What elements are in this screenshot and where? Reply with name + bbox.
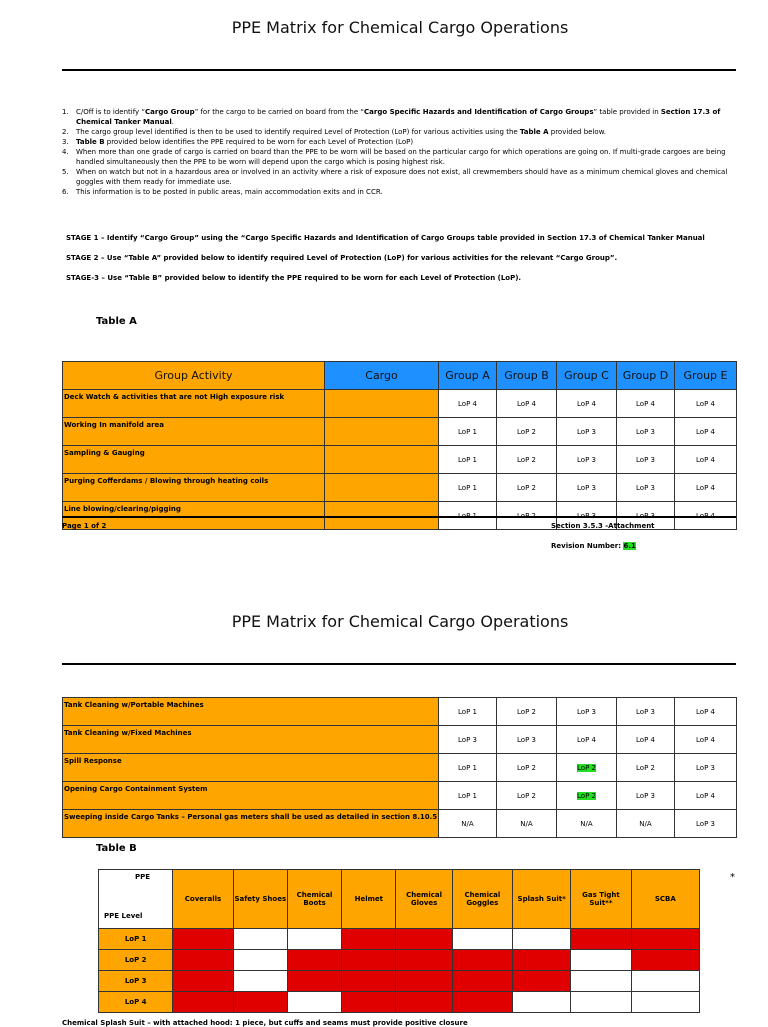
instruction-text: When on watch but not in a hazardous area or involved in an activity where a risk of exposure does not exist, all crewmembers should have as a minimum chemical gloves and chemical goggles with them ready for immediate use. <box>76 168 728 186</box>
activity-cell: Sampling & Gauging <box>63 446 325 474</box>
revision-label: Revision Number: <box>551 542 624 550</box>
instruction-number: 6. <box>62 188 69 196</box>
lop-cell: LoP 4 <box>497 390 557 418</box>
footnote-splash-suit: Chemical Splash Suit – with attached hood: 1 piece, but cuffs and seams must provide positive closure <box>62 1019 468 1027</box>
lop-cell: LoP 3 <box>557 474 617 502</box>
ppe-required-cell <box>233 992 287 1013</box>
lop-cell: LoP 3 <box>617 446 675 474</box>
lop-cell <box>617 782 675 810</box>
ppe-not-required-cell <box>513 929 571 950</box>
lop-value: N/A <box>580 819 593 828</box>
lop-value: LoP 4 <box>696 735 715 744</box>
lop-level-row <box>99 950 700 971</box>
instruction-text: Cargo Group <box>145 108 195 116</box>
lop-value: LoP 3 <box>458 735 477 744</box>
ppe-required-cell <box>396 929 452 950</box>
cargo-cell <box>325 418 439 446</box>
table-b-label: Table B <box>96 843 137 854</box>
lop-cell <box>675 698 737 726</box>
ppe-not-required-cell <box>233 950 287 971</box>
table-a-row <box>63 446 737 474</box>
table-a-row <box>63 418 737 446</box>
lop-cell: LoP 4 <box>675 390 737 418</box>
ppe-required-cell <box>631 929 699 950</box>
ppe-column-header: Coveralls <box>173 870 233 929</box>
instruction-text: Section 17.3 of Chemical Tanker Manual <box>76 108 721 126</box>
lop-cell <box>497 810 557 838</box>
group-c-header: Group C <box>557 362 617 390</box>
instruction-item <box>62 167 746 187</box>
ppe-not-required-cell <box>571 950 631 971</box>
instruction-text: This information is to be posted in public areas, main accommodation exits and in CCR. <box>76 188 383 196</box>
lop-level-cell: LoP 1 <box>99 929 173 950</box>
lop-value: LoP 1 <box>458 707 477 716</box>
instruction-item <box>62 127 746 137</box>
instruction-text: When more than one grade of cargo is carried on board than the PPE to be worn will be based on the particular cargo for which operations are going on. If multi-grade cargoes are being handled simultaneously then the PPE to be worn will depend upon the cargo which is posing highest risk. <box>76 148 726 166</box>
lop-cell: LoP 3 <box>557 418 617 446</box>
lop-value: LoP 1 <box>458 791 477 800</box>
ppe-required-cell <box>396 971 452 992</box>
lop-value: N/A <box>639 819 652 828</box>
instruction-text: provided below. <box>548 128 606 136</box>
table-a-continued <box>62 697 737 838</box>
cargo-cell <box>325 474 439 502</box>
lop-cell <box>439 698 497 726</box>
activity-cell: Line blowing/clearing/pigging <box>63 502 325 530</box>
lop-cell <box>497 726 557 754</box>
cargo-cell <box>325 446 439 474</box>
group-e-header: Group E <box>675 362 737 390</box>
lop-value: LoP 3 <box>517 735 536 744</box>
lop-value: LoP 3 <box>636 791 655 800</box>
ppe-required-cell <box>513 950 571 971</box>
asterisk-mark: * <box>730 872 735 883</box>
ppe-not-required-cell <box>571 971 631 992</box>
lop-cell: LoP 2 <box>497 474 557 502</box>
ppe-column-header: Chemical Goggles <box>452 870 512 929</box>
instruction-number: 5. <box>62 168 69 176</box>
instruction-number: 1. <box>62 108 69 116</box>
instruction-text: Table B <box>76 138 105 146</box>
lop-level-cell: LoP 3 <box>99 971 173 992</box>
lop-cell: LoP 4 <box>675 418 737 446</box>
ppe-column-header: Splash Suit* <box>513 870 571 929</box>
lop-value: LoP 4 <box>696 791 715 800</box>
ppe-required-cell <box>287 950 341 971</box>
ppe-required-cell <box>513 971 571 992</box>
lop-value: LoP 3 <box>636 707 655 716</box>
lop-value: LoP 2 <box>636 763 655 772</box>
lop-cell: LoP 4 <box>557 390 617 418</box>
lop-cell: LoP 1 <box>439 474 497 502</box>
lop-cell <box>439 810 497 838</box>
ppe-column-header: Chemical Gloves <box>396 870 452 929</box>
ppe-required-cell <box>396 992 452 1013</box>
instruction-number: 2. <box>62 128 69 136</box>
group-activity-header: Group Activity <box>63 362 325 390</box>
ppe-required-cell <box>173 950 233 971</box>
table-a-row <box>63 726 737 754</box>
lop-level-row <box>99 971 700 992</box>
ppe-required-cell <box>342 929 396 950</box>
ppe-not-required-cell <box>571 992 631 1013</box>
lop-cell <box>675 726 737 754</box>
activity-cell: Sweeping inside Cargo Tanks – Personal gas meters shall be used as detailed in section 8.10.5 <box>63 810 439 838</box>
page2-title-rule <box>62 663 736 665</box>
lop-value: N/A <box>461 819 474 828</box>
page1-title: PPE Matrix for Chemical Cargo Operations <box>231 18 569 37</box>
lop-cell <box>675 782 737 810</box>
stage-2: STAGE 2 – Use “Table A” provided below to identify required Level of Protection (LoP) for various activities for the relevant “Cargo Group”. <box>66 254 618 262</box>
lop-level-row <box>99 992 700 1013</box>
lop-level-row <box>99 929 700 950</box>
instruction-text: C/Off is to identify “ <box>76 108 146 116</box>
ppe-not-required-cell <box>233 929 287 950</box>
table-b <box>98 869 700 1013</box>
lop-value: LoP 2 <box>517 763 536 772</box>
lop-value: LoP 4 <box>577 735 596 744</box>
ppe-required-cell <box>173 929 233 950</box>
activity-cell: Purging Cofferdams / Blowing through heating coils <box>63 474 325 502</box>
ppe-corner-label: PPE <box>135 873 151 881</box>
instruction-item <box>62 187 746 197</box>
lop-cell: LoP 3 <box>617 418 675 446</box>
ppe-required-cell <box>173 971 233 992</box>
activity-cell: Working In manifold area <box>63 418 325 446</box>
ppe-required-cell <box>571 929 631 950</box>
page1-title-rule <box>62 69 736 71</box>
ppe-column-header: Helmet <box>342 870 396 929</box>
lop-cell: LoP 4 <box>617 390 675 418</box>
table-a <box>62 361 737 530</box>
lop-cell <box>557 810 617 838</box>
ppe-column-header: Safety Shoes <box>233 870 287 929</box>
table-a-header-row <box>63 362 737 390</box>
lop-value: LoP 2 <box>517 791 536 800</box>
lop-cell <box>497 754 557 782</box>
ppe-not-required-cell <box>233 971 287 992</box>
ppe-not-required-cell <box>287 929 341 950</box>
lop-cell <box>617 698 675 726</box>
lop-value: LoP 3 <box>696 819 715 828</box>
ppe-required-cell <box>452 971 512 992</box>
lop-cell <box>675 754 737 782</box>
section-reference: Section 3.5.3 -Attachment <box>551 522 655 530</box>
lop-value: N/A <box>520 819 533 828</box>
group-a-header: Group A <box>439 362 497 390</box>
lop-value: LoP 2 <box>577 763 596 772</box>
lop-value: LoP 4 <box>696 707 715 716</box>
lop-value: LoP 1 <box>458 763 477 772</box>
lop-cell <box>617 726 675 754</box>
lop-cell: LoP 4 <box>675 446 737 474</box>
cargo-cell <box>325 390 439 418</box>
revision-number <box>551 542 636 550</box>
ppe-required-cell <box>396 950 452 971</box>
ppe-not-required-cell <box>452 929 512 950</box>
ppe-required-cell <box>173 992 233 1013</box>
ppe-not-required-cell <box>513 992 571 1013</box>
lop-level-cell: LoP 4 <box>99 992 173 1013</box>
stage-1: STAGE 1 – Identify “Cargo Group” using the “Cargo Specific Hazards and Identification of Cargo Groups table provided in Section 17.3 of Chemical Tanker Manual <box>66 234 705 242</box>
table-b-header-row <box>99 870 700 929</box>
lop-cell <box>439 782 497 810</box>
ppe-required-cell <box>342 971 396 992</box>
lop-cell <box>439 726 497 754</box>
lop-cell: LoP 2 <box>497 418 557 446</box>
lop-value: LoP 4 <box>636 735 655 744</box>
lop-value: LoP 2 <box>517 707 536 716</box>
instruction-text: The cargo group level identified is then to be used to identify required Level of Protection (LoP) for various activities using the <box>76 128 520 136</box>
lop-cell <box>557 754 617 782</box>
instruction-list <box>62 107 746 197</box>
table-a-row <box>63 390 737 418</box>
ppe-required-cell <box>342 950 396 971</box>
lop-value: LoP 2 <box>577 791 596 800</box>
lop-value: LoP 3 <box>577 707 596 716</box>
lop-cell <box>617 754 675 782</box>
ppe-column-header: Chemical Boots <box>287 870 341 929</box>
instruction-number: 4. <box>62 148 69 156</box>
lop-cell: LoP 4 <box>439 390 497 418</box>
stage-3: STAGE-3 – Use “Table B” provided below to identify the PPE required to be worn for each Level of Protection (LoP). <box>66 274 522 282</box>
instruction-item <box>62 147 746 167</box>
activity-cell: Tank Cleaning w/Portable Machines <box>63 698 439 726</box>
lop-cell: LoP 3 <box>617 474 675 502</box>
ppe-column-header: SCBA <box>631 870 699 929</box>
ppe-required-cell <box>452 992 512 1013</box>
lop-cell <box>497 698 557 726</box>
group-b-header: Group B <box>497 362 557 390</box>
instruction-text: . <box>171 118 174 126</box>
lop-cell: LoP 3 <box>557 446 617 474</box>
lop-cell <box>439 754 497 782</box>
ppe-not-required-cell <box>631 971 699 992</box>
activity-cell: Spill Response <box>63 754 439 782</box>
ppe-not-required-cell <box>631 992 699 1013</box>
cargo-header: Cargo <box>325 362 439 390</box>
page-number: Page 1 of 2 <box>62 522 107 530</box>
lop-cell <box>557 782 617 810</box>
ppe-required-cell <box>631 950 699 971</box>
instruction-text: Cargo Specific Hazards and Identification of Cargo Groups <box>364 108 594 116</box>
instruction-text: ” for the cargo to be carried on board from the “ <box>194 108 365 116</box>
lop-cell <box>675 810 737 838</box>
ppe-required-cell <box>452 950 512 971</box>
activity-cell: Deck Watch & activities that are not High exposure risk <box>63 390 325 418</box>
lop-cell: LoP 1 <box>439 446 497 474</box>
table-b-corner <box>99 870 173 929</box>
instruction-number: 3. <box>62 138 69 146</box>
instruction-text: provided below identifies the PPE required to be worn for each Level of Protection (LoP) <box>104 138 414 146</box>
activity-cell: Opening Cargo Containment System <box>63 782 439 810</box>
activity-cell: Tank Cleaning w/Fixed Machines <box>63 726 439 754</box>
table-a-row <box>63 782 737 810</box>
lop-value: LoP 3 <box>696 763 715 772</box>
lop-cell: LoP 4 <box>675 474 737 502</box>
instruction-text: ” table provided in <box>593 108 661 116</box>
ppe-required-cell <box>287 971 341 992</box>
table-a-row <box>63 698 737 726</box>
ppe-required-cell <box>342 992 396 1013</box>
lop-cell <box>497 782 557 810</box>
revision-value: 6.1 <box>623 542 636 550</box>
ppe-level-corner-label: PPE Level <box>104 912 143 920</box>
lop-cell <box>557 726 617 754</box>
instruction-text: Table A <box>519 128 549 136</box>
table-a-label: Table A <box>96 316 137 327</box>
ppe-not-required-cell <box>287 992 341 1013</box>
table-a-row <box>63 754 737 782</box>
page1-footer-rule <box>62 516 736 518</box>
instruction-item <box>62 137 746 147</box>
lop-level-cell: LoP 2 <box>99 950 173 971</box>
lop-cell: LoP 1 <box>439 418 497 446</box>
lop-cell: LoP 2 <box>497 446 557 474</box>
table-a-row <box>63 810 737 838</box>
lop-cell <box>557 698 617 726</box>
page2-title: PPE Matrix for Chemical Cargo Operations <box>231 612 569 631</box>
table-a-row <box>63 474 737 502</box>
ppe-column-header: Gas Tight Suit** <box>571 870 631 929</box>
instruction-item <box>62 107 746 127</box>
lop-cell <box>617 810 675 838</box>
group-d-header: Group D <box>617 362 675 390</box>
